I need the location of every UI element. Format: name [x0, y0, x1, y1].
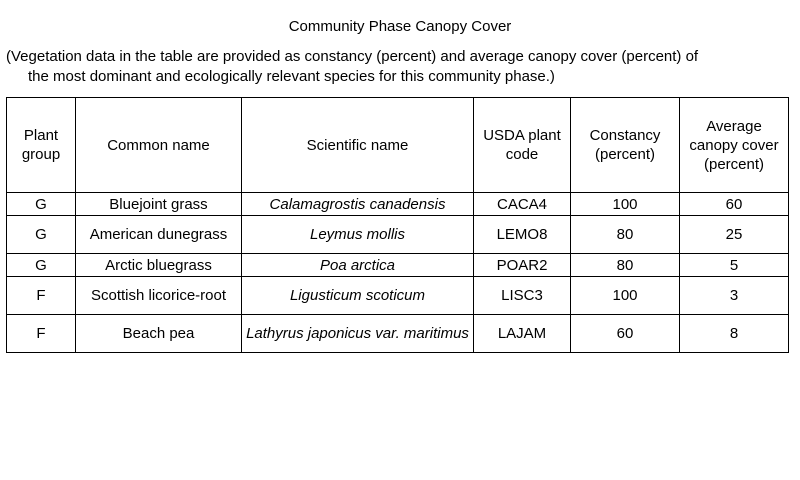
page-title: Community Phase Canopy Cover	[288, 18, 512, 35]
header-scientific-name: Scientific name	[242, 98, 474, 193]
cell-canopy-cover: 25	[680, 216, 789, 254]
header-common-name: Common name	[76, 98, 242, 193]
cell-usda-code: POAR2	[474, 254, 571, 277]
cell-plant-group: G	[7, 216, 76, 254]
table-row	[7, 193, 789, 216]
cell-common-name: American dunegrass	[76, 216, 242, 254]
cell-usda-code: CACA4	[474, 193, 571, 216]
caption-line-1: (Vegetation data in the table are provided as constancy (percent) and average canopy cover (percent) of	[6, 48, 699, 65]
cell-usda-code: LISC3	[474, 277, 571, 315]
caption-line-2: the most dominant and ecologically relevant species for this community phase.)	[28, 68, 555, 85]
cell-constancy: 80	[571, 216, 680, 254]
cell-canopy-cover: 5	[680, 254, 789, 277]
cell-plant-group: G	[7, 254, 76, 277]
cell-scientific-name: Leymus mollis	[242, 216, 474, 254]
cell-scientific-name: Lathyrus japonicus var. maritimus	[242, 315, 474, 353]
cell-common-name: Arctic bluegrass	[76, 254, 242, 277]
cell-scientific-name: Calamagrostis canadensis	[242, 193, 474, 216]
header-plant-group: Plant group	[7, 98, 76, 193]
cell-constancy: 100	[571, 193, 680, 216]
cell-usda-code: LEMO8	[474, 216, 571, 254]
table-row	[7, 277, 789, 315]
cell-scientific-name: Poa arctica	[242, 254, 474, 277]
table-caption	[6, 47, 796, 87]
cell-common-name: Bluejoint grass	[76, 193, 242, 216]
cell-constancy: 60	[571, 315, 680, 353]
cell-canopy-cover: 8	[680, 315, 789, 353]
header-constancy: Constancy (percent)	[571, 98, 680, 193]
cell-common-name: Scottish licorice-root	[76, 277, 242, 315]
cell-scientific-name: Ligusticum scoticum	[242, 277, 474, 315]
cell-constancy: 80	[571, 254, 680, 277]
cell-plant-group: F	[7, 277, 76, 315]
table-row	[7, 216, 789, 254]
canopy-cover-table	[6, 97, 789, 353]
table-row	[7, 254, 789, 277]
header-canopy-cover: Average canopy cover (percent)	[680, 98, 789, 193]
cell-plant-group: G	[7, 193, 76, 216]
cell-common-name: Beach pea	[76, 315, 242, 353]
cell-canopy-cover: 60	[680, 193, 789, 216]
cell-canopy-cover: 3	[680, 277, 789, 315]
cell-usda-code: LAJAM	[474, 315, 571, 353]
cell-constancy: 100	[571, 277, 680, 315]
header-usda-code: USDA plant code	[474, 98, 571, 193]
cell-plant-group: F	[7, 315, 76, 353]
header-row	[7, 98, 789, 193]
table-row	[7, 315, 789, 353]
